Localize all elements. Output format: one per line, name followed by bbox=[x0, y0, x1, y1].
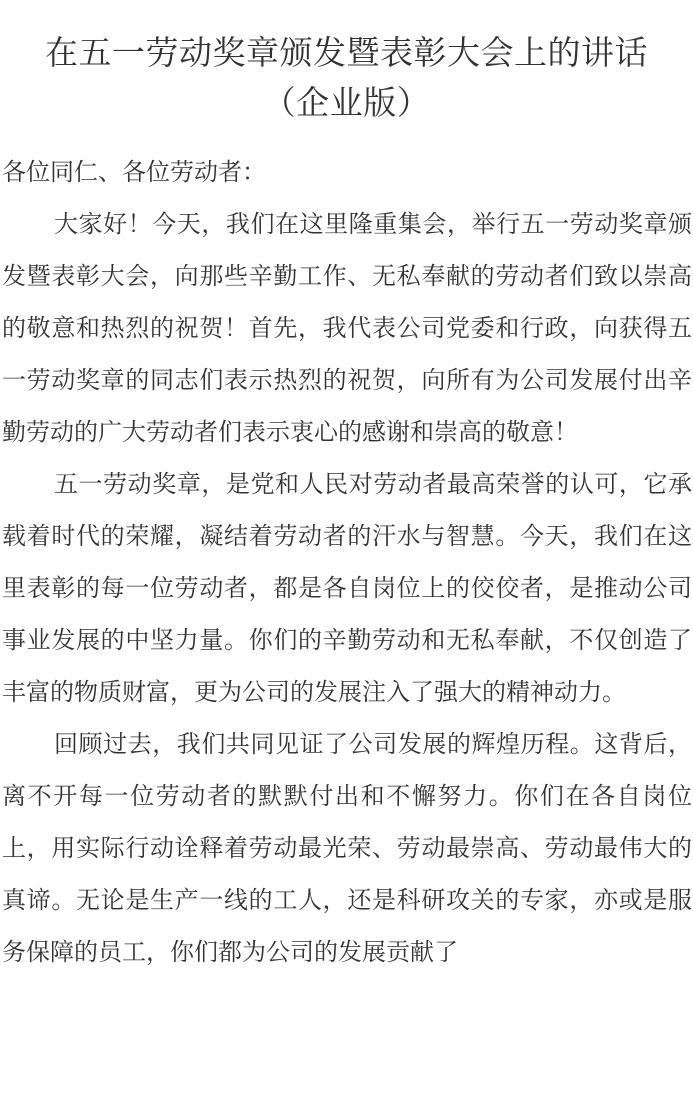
title-line-1: 在五一劳动奖章颁发暨表彰大会上的讲话 bbox=[45, 33, 648, 72]
paragraph-2: 五一劳动奖章，是党和人民对劳动者最高荣誉的认可，它承载着时代的荣耀，凝结着劳动者的汗水与智慧。今天，我们在这里表彰的每一位劳动者，都是各自岗位上的佼佼者，是推动公司事业发展的中坚力量。你们的辛勤劳动和无私奉献，不仅创造了丰富的物质财富，更为公司的发展注入了强大的精神动力。 bbox=[2, 470, 692, 706]
document-title bbox=[0, 0, 693, 128]
salutation: 各位同仁、各位劳动者： bbox=[2, 158, 266, 186]
paragraph-3: 回顾过去，我们共同见证了公司发展的辉煌历程。这背后，离不开每一位劳动者的默默付出和不懈努力。你们在各自岗位上，用实际行动诠释着劳动最光荣、劳动最崇高、劳动最伟大的真谛。无论是生产一线的工人，还是科研攻关的专家，亦或是服务保障的员工，你们都为公司的发展贡献了 bbox=[2, 730, 692, 966]
title-line-2: （企业版） bbox=[262, 83, 431, 122]
paragraph-1: 大家好！今天，我们在这里隆重集会，举行五一劳动奖章颁发暨表彰大会，向那些辛勤工作、无私奉献的劳动者们致以崇高的敬意和热烈的祝贺！首先，我代表公司党委和行政，向获得五一劳动奖章的同志们表示热烈的祝贺，向所有为公司发展付出辛勤劳动的广大劳动者们表示衷心的感谢和崇高的敬意！ bbox=[2, 210, 692, 446]
document-body bbox=[0, 146, 692, 978]
